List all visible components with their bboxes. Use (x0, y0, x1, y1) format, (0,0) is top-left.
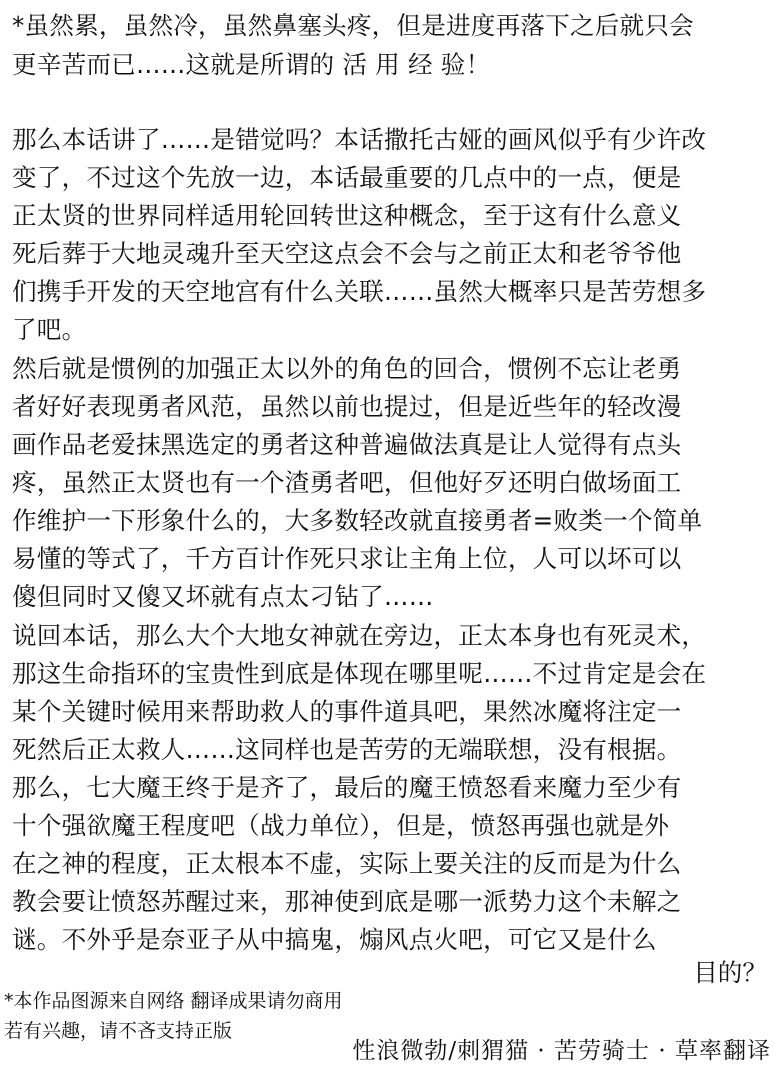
text-line: 疼，虽然正太贤也有一个渣勇者吧，但他好歹还明白做场面工 (12, 468, 682, 497)
text-line: 死后葬于大地灵魂升至天空这点会不会与之前正太和老爷爷他 (12, 239, 682, 268)
text-line: 那么，七大魔王终于是齐了，最后的魔王愤怒看来魔力至少有 (12, 773, 682, 802)
text-line: 作维护一下形象什么的，大多数轻改就直接勇者=败类一个简单 (12, 506, 703, 535)
copyright-notice: *本作品图源来自网络 翻译成果请勿商用 (4, 990, 343, 1012)
translation-credits: 性浪微勃/刺猬猫 · 苦劳骑士 · 草率翻译 (352, 1038, 771, 1064)
text-line: 那么本话讲了……是错觉吗？本话撒托古娅的画风似乎有少许改 (12, 125, 707, 154)
text-line: 变了，不过这个先放一边，本话最重要的几点中的一点，便是 (12, 163, 682, 192)
text-line: 那这生命指环的宝贵性到底是体现在哪里呢……不过肯定是会在 (12, 659, 707, 688)
text-line: 谜。不外乎是奈亚子从中搞鬼，煽风点火吧，可它又是什么 (12, 925, 657, 954)
text-line: 在之神的程度，正太根本不虚，实际上要关注的反而是为什么 (12, 849, 682, 878)
text-line: 十个强欲魔王程度吧（战力单位），但是，愤怒再强也就是外 (12, 811, 670, 840)
text-line: 更辛苦而已……这就是所谓的 活 用 经 验！ (12, 50, 491, 79)
text-line: *虽然累，虽然冷，虽然鼻塞头疼，但是进度再落下之后就只会 (12, 11, 694, 40)
text-line: 画作品老爱抹黑选定的勇者这种普遍做法真是让人觉得有点头 (12, 430, 682, 459)
text-line: 说回本话，那么大个大地女神就在旁边，正太本身也有死灵术， (12, 621, 707, 650)
text-line: 傻但同时又傻又坏就有点太刁钻了…… (12, 582, 434, 611)
text-line: 某个关键时候用来帮助救人的事件道具吧，果然冰魔将注定一 (12, 697, 682, 726)
text-line: 正太贤的世界同样适用轮回转世这种概念，至于这有什么意义 (12, 201, 682, 230)
support-notice: 若有兴趣，请不吝支持正版 (4, 1020, 233, 1042)
text-line: 者好好表现勇者风范，虽然以前也提过，但是近些年的轻改漫 (12, 392, 682, 421)
text-line: 们携手开发的天空地宫有什么关联……虽然大概率只是苦劳想多 (12, 277, 707, 306)
text-line: 然后就是惯例的加强正太以外的角色的回合，惯例不忘让老勇 (12, 354, 682, 383)
text-line: 了吧。 (12, 315, 87, 344)
text-line: 死然后正太救人……这同样也是苦劳的无端联想，没有根据。 (12, 735, 682, 764)
text-line: 易懂的等式了，千方百计作死只求让主角上位，人可以坏可以 (12, 544, 682, 573)
text-line-end: 目的？ (693, 958, 767, 987)
text-line: 教会要让愤怒苏醒过来，那神使到底是哪一派势力这个未解之 (12, 887, 682, 916)
